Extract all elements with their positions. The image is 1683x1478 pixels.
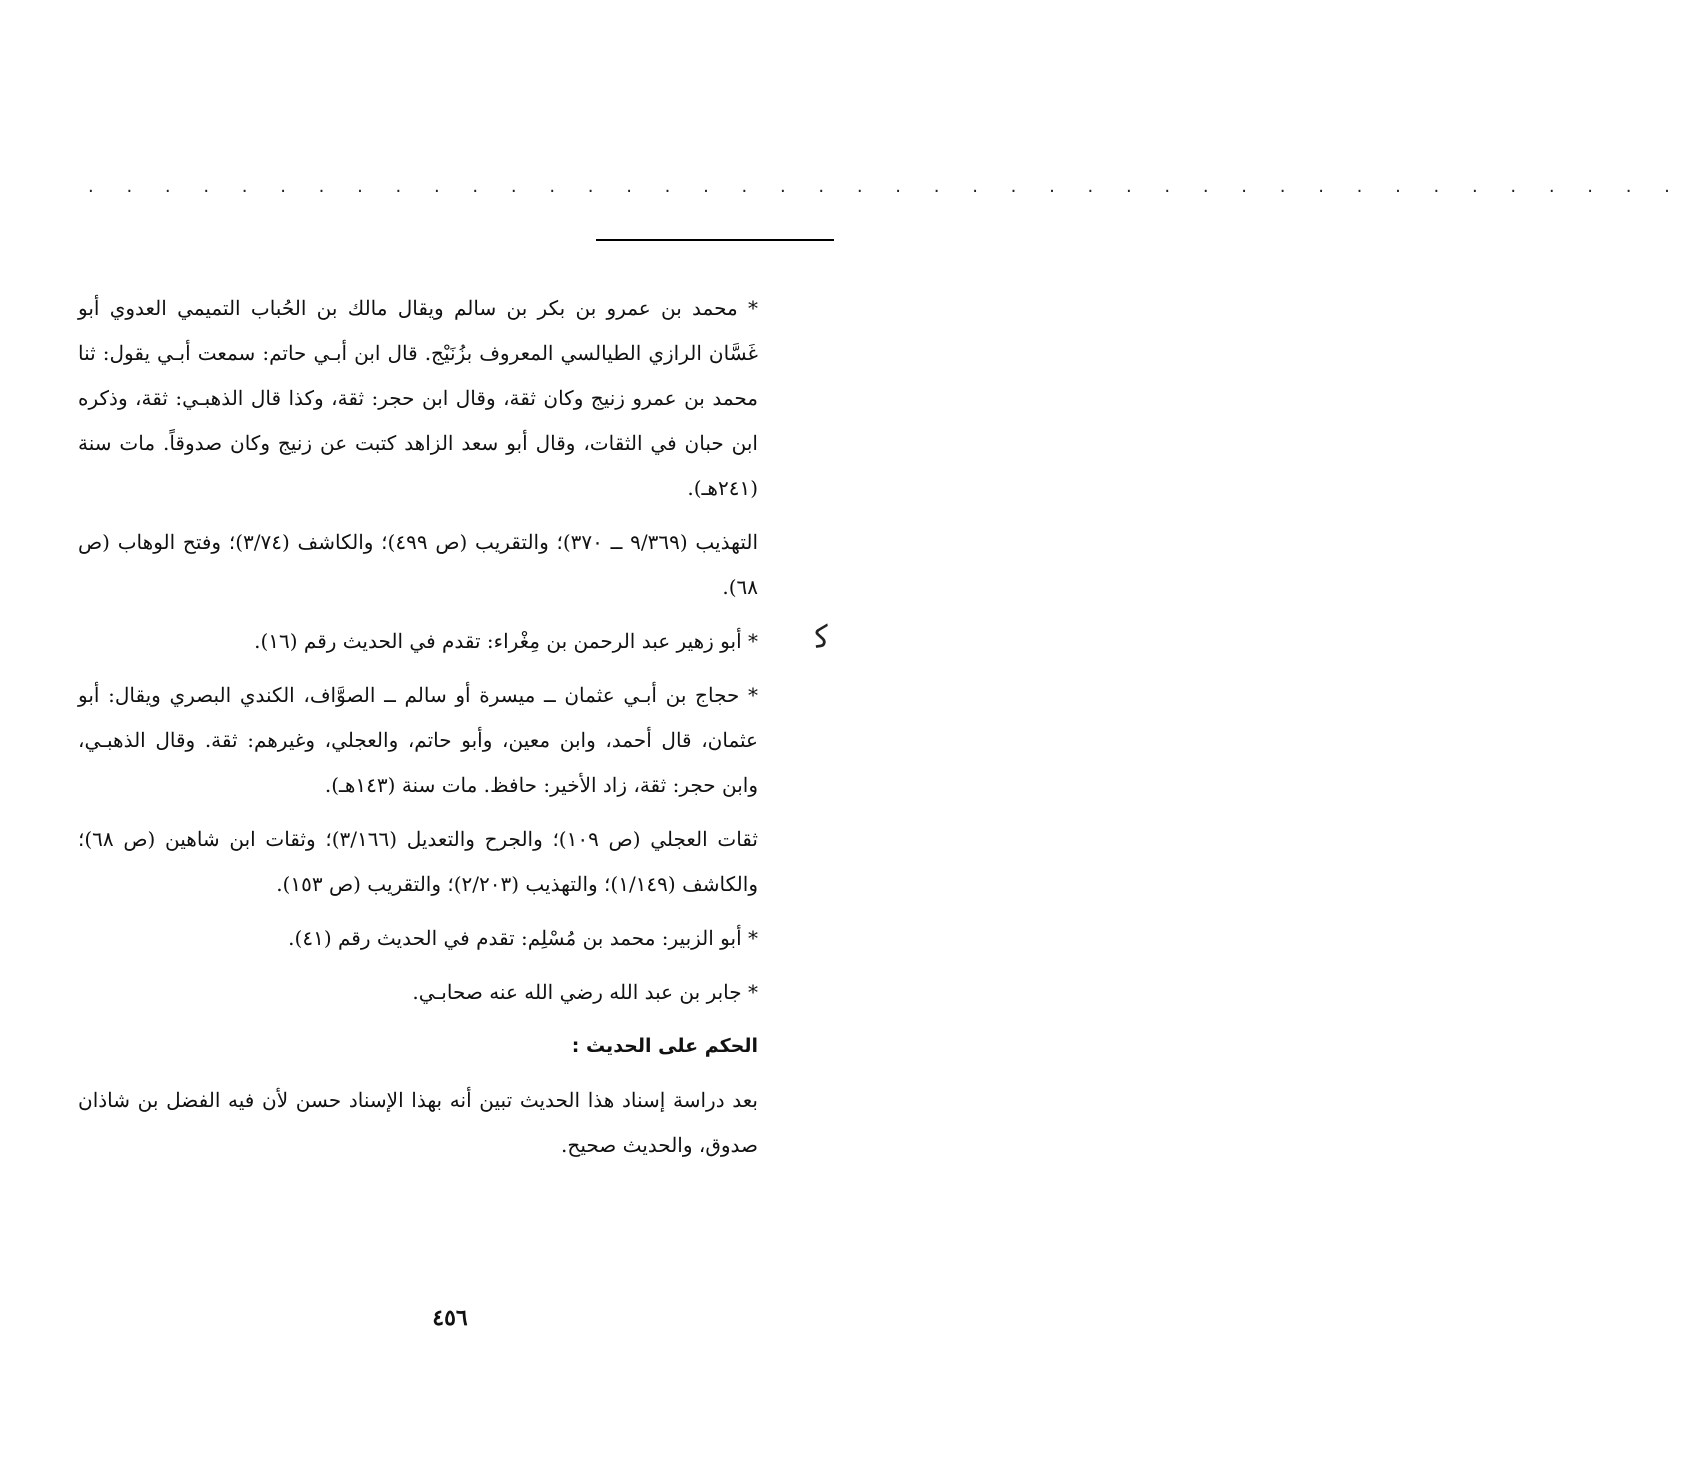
section-heading-ruling: الحكم على الحديث : xyxy=(571,1035,758,1057)
narrator-abu-zuhair: * أبو زهير عبد الرحمن بن مِغْراء: تقدم في الحديث رقم (١٦). xyxy=(254,629,758,653)
main-text xyxy=(78,286,758,1177)
page-number: ٤٥٦ xyxy=(432,1305,468,1331)
sources-hajjaj: ثقات العجلي (ص ١٠٩)؛ والجرح والتعديل (٣/١٦٦)؛ وثقات ابن شاهين (ص ٦٨)؛ والكاشف (١/١٤٩)؛ والتهذيب (٢/٢٠٣)؛ والتقريب (ص ١٥٣). xyxy=(78,827,758,896)
narrator-bio-hajjaj: * حجاج بن أبـي عثمان ــ ميسرة أو سالم ــ الصوَّاف، الكندي البصري ويقال: أبو عثمان، قال أحمد، وابن معين، وأبو حاتم، والعجلي، وغيرهم: ثقة. وقال الذهبـي، وابن حجر: ثقة، زاد الأخير: حافظ. مات سنة (١٤٣هـ). xyxy=(78,683,758,797)
sources-muhammad-ibn-amr: التهذيب (٩/٣٦٩ ــ ٣٧٠)؛ والتقريب (ص ٤٩٩)؛ والكاشف (٣/٧٤)؛ وفتح الوهاب (ص ٦٨). xyxy=(78,530,758,599)
footnote-rule xyxy=(596,239,834,241)
narrator-bio-muhammad-ibn-amr: * محمد بن عمرو بن بكر بن سالم ويقال مالك بن الحُباب التميمي العدوي أبو غَسَّان الرازي الطيالسي المعروف بزُنَيْج. قال ابن أبـي حاتم: سمعت أبـي يقول: ثنا محمد بن عمرو زنيج وكان ثقة، وقال ابن حجر: ثقة، وكذا قال الذهبـي: ثقة، وذكره ابن حبان في الثقات، وقال أبو سعد الزاهد كتبت عن زنيج وكان صدوقاً. مات سنة (٢٤١هـ). xyxy=(78,296,758,500)
dotted-separator: . . . . . . . . . . . . . . . . . . . . . . . . . . . . . . . . . . . . . . . . . . xyxy=(88,176,1683,197)
narrator-jabir: * جابر بن عبد الله رضي الله عنه صحابـي. xyxy=(412,980,758,1004)
handwritten-margin-mark: ﮐ xyxy=(812,619,832,656)
narrator-abu-zubair: * أبو الزبير: محمد بن مُسْلِم: تقدم في الحديث رقم (٤١). xyxy=(288,926,758,950)
ruling-paragraph: بعد دراسة إسناد هذا الحديث تبين أنه بهذا الإسناد حسن لأن فيه الفضل بن شاذان صدوق، والحديث صحيح. xyxy=(78,1088,758,1157)
